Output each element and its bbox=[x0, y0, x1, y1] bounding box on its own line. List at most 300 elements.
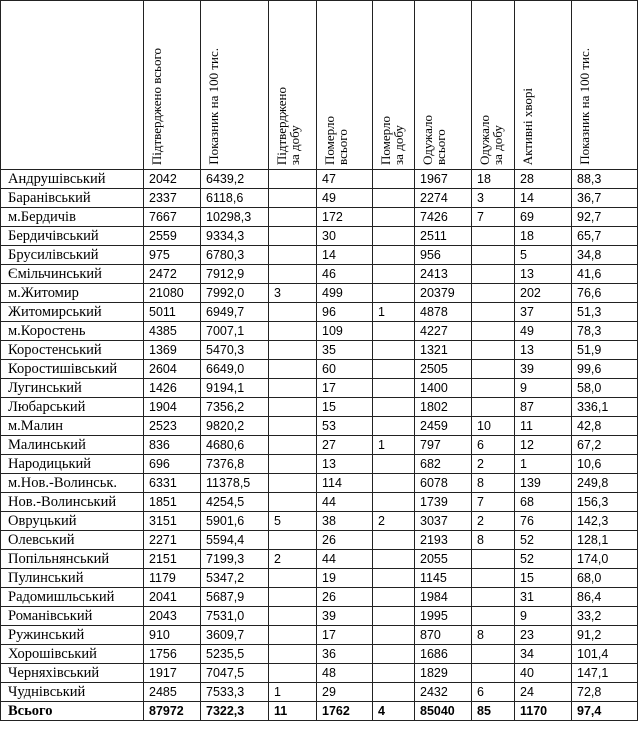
column-header-label: Одужало всього bbox=[420, 114, 448, 165]
district-name-cell: Ємільчинський bbox=[1, 265, 144, 284]
table-cell: 975 bbox=[144, 246, 201, 265]
table-cell: 8 bbox=[472, 626, 515, 645]
table-cell: 3 bbox=[269, 284, 317, 303]
column-header bbox=[472, 1, 515, 170]
header-row bbox=[1, 1, 638, 170]
column-header-label: Померло за добу bbox=[378, 116, 406, 165]
table-cell: 3609,7 bbox=[201, 626, 269, 645]
table-cell: 35 bbox=[317, 341, 373, 360]
table-cell: 14 bbox=[317, 246, 373, 265]
table-cell: 7 bbox=[472, 493, 515, 512]
table-cell: 147,1 bbox=[572, 664, 638, 683]
table-cell: 99,6 bbox=[572, 360, 638, 379]
table-cell: 2485 bbox=[144, 683, 201, 702]
table-cell: 14 bbox=[515, 189, 572, 208]
table-cell bbox=[269, 493, 317, 512]
table-row bbox=[1, 531, 638, 550]
table-cell bbox=[472, 227, 515, 246]
table-cell: 2041 bbox=[144, 588, 201, 607]
table-cell: 30 bbox=[317, 227, 373, 246]
table-cell: 28 bbox=[515, 170, 572, 189]
table-row bbox=[1, 645, 638, 664]
total-row bbox=[1, 702, 638, 721]
table-cell: 86,4 bbox=[572, 588, 638, 607]
table-cell: 21080 bbox=[144, 284, 201, 303]
table-cell: 8 bbox=[472, 474, 515, 493]
table-cell: 2472 bbox=[144, 265, 201, 284]
table-cell bbox=[269, 455, 317, 474]
table-cell: 7047,5 bbox=[201, 664, 269, 683]
table-cell: 91,2 bbox=[572, 626, 638, 645]
table-cell: 5235,5 bbox=[201, 645, 269, 664]
table-row bbox=[1, 322, 638, 341]
table-cell: 4 bbox=[373, 702, 415, 721]
district-name-cell: Пулинський bbox=[1, 569, 144, 588]
table-cell: 139 bbox=[515, 474, 572, 493]
table-cell: 23 bbox=[515, 626, 572, 645]
table-cell bbox=[269, 569, 317, 588]
table-cell: 15 bbox=[317, 398, 373, 417]
table-cell: 9 bbox=[515, 379, 572, 398]
table-cell: 49 bbox=[515, 322, 572, 341]
district-name-cell: Попільнянський bbox=[1, 550, 144, 569]
table-cell: 1904 bbox=[144, 398, 201, 417]
table-row bbox=[1, 588, 638, 607]
table-cell: 76,6 bbox=[572, 284, 638, 303]
table-cell bbox=[269, 626, 317, 645]
table-cell bbox=[269, 322, 317, 341]
district-name-cell: Народицький bbox=[1, 455, 144, 474]
table-cell: 6 bbox=[472, 683, 515, 702]
district-name-cell: Брусилівський bbox=[1, 246, 144, 265]
table-cell: 47 bbox=[317, 170, 373, 189]
column-header bbox=[144, 1, 201, 170]
district-name-cell: м.Житомир bbox=[1, 284, 144, 303]
table-cell bbox=[472, 645, 515, 664]
table-cell bbox=[269, 303, 317, 322]
district-name-cell: Коростишівський bbox=[1, 360, 144, 379]
table-row bbox=[1, 493, 638, 512]
table-cell: 2042 bbox=[144, 170, 201, 189]
table-row bbox=[1, 664, 638, 683]
table-cell: 11 bbox=[269, 702, 317, 721]
district-name-cell: Олевський bbox=[1, 531, 144, 550]
table-cell: 1851 bbox=[144, 493, 201, 512]
table-cell bbox=[373, 398, 415, 417]
table-cell: 53 bbox=[317, 417, 373, 436]
table-cell: 1995 bbox=[415, 607, 472, 626]
district-name-cell: м.Коростень bbox=[1, 322, 144, 341]
table-cell: 2 bbox=[472, 512, 515, 531]
table-cell bbox=[269, 588, 317, 607]
table-cell: 2505 bbox=[415, 360, 472, 379]
table-cell: 7667 bbox=[144, 208, 201, 227]
table-cell: 41,6 bbox=[572, 265, 638, 284]
table-cell: 40 bbox=[515, 664, 572, 683]
table-cell bbox=[269, 436, 317, 455]
table-cell: 696 bbox=[144, 455, 201, 474]
column-header-label: Активні хворі bbox=[520, 87, 535, 165]
table-cell: 682 bbox=[415, 455, 472, 474]
table-cell: 1170 bbox=[515, 702, 572, 721]
table-row bbox=[1, 360, 638, 379]
table-cell: 2043 bbox=[144, 607, 201, 626]
table-cell bbox=[269, 341, 317, 360]
table-cell: 13 bbox=[515, 265, 572, 284]
table-row bbox=[1, 208, 638, 227]
table-cell: 9 bbox=[515, 607, 572, 626]
table-cell: 51,9 bbox=[572, 341, 638, 360]
table-cell: 6078 bbox=[415, 474, 472, 493]
table-cell bbox=[373, 645, 415, 664]
column-header bbox=[515, 1, 572, 170]
table-cell: 10 bbox=[472, 417, 515, 436]
table-cell: 37 bbox=[515, 303, 572, 322]
table-cell: 1739 bbox=[415, 493, 472, 512]
table-cell bbox=[373, 493, 415, 512]
table-cell bbox=[269, 645, 317, 664]
table-cell bbox=[269, 265, 317, 284]
table-cell: 9820,2 bbox=[201, 417, 269, 436]
table-cell: 1829 bbox=[415, 664, 472, 683]
table-cell: 13 bbox=[515, 341, 572, 360]
table-cell: 68,0 bbox=[572, 569, 638, 588]
table-cell bbox=[269, 398, 317, 417]
column-header bbox=[269, 1, 317, 170]
table-cell: 9334,3 bbox=[201, 227, 269, 246]
table-cell: 68 bbox=[515, 493, 572, 512]
table-cell bbox=[373, 379, 415, 398]
table-cell bbox=[472, 379, 515, 398]
table-cell: 5470,3 bbox=[201, 341, 269, 360]
table-cell bbox=[472, 588, 515, 607]
column-header-label: Показник на 100 тис. bbox=[577, 48, 592, 165]
table-cell: 2 bbox=[269, 550, 317, 569]
table-row bbox=[1, 246, 638, 265]
table-cell: 36,7 bbox=[572, 189, 638, 208]
table-cell: 499 bbox=[317, 284, 373, 303]
district-name-cell: Лугинський bbox=[1, 379, 144, 398]
table-cell bbox=[472, 664, 515, 683]
table-cell: 1802 bbox=[415, 398, 472, 417]
district-name-cell: Радомишльський bbox=[1, 588, 144, 607]
table-cell: 27 bbox=[317, 436, 373, 455]
table-cell: 1984 bbox=[415, 588, 472, 607]
district-name-cell: Любарський bbox=[1, 398, 144, 417]
table-cell: 34 bbox=[515, 645, 572, 664]
column-header bbox=[317, 1, 373, 170]
table-cell bbox=[373, 284, 415, 303]
table-cell bbox=[269, 531, 317, 550]
table-row bbox=[1, 265, 638, 284]
table-cell: 114 bbox=[317, 474, 373, 493]
table-cell: 48 bbox=[317, 664, 373, 683]
table-row bbox=[1, 683, 638, 702]
district-name-cell: Овруцький bbox=[1, 512, 144, 531]
table-cell bbox=[373, 550, 415, 569]
table-cell: 11378,5 bbox=[201, 474, 269, 493]
table-cell: 101,4 bbox=[572, 645, 638, 664]
table-cell bbox=[472, 360, 515, 379]
table-cell bbox=[373, 455, 415, 474]
table-cell: 4385 bbox=[144, 322, 201, 341]
table-row bbox=[1, 379, 638, 398]
table-cell: 44 bbox=[317, 493, 373, 512]
table-cell: 1762 bbox=[317, 702, 373, 721]
table-cell: 8 bbox=[472, 531, 515, 550]
table-cell: 5594,4 bbox=[201, 531, 269, 550]
table-cell: 7007,1 bbox=[201, 322, 269, 341]
table-cell: 2523 bbox=[144, 417, 201, 436]
table-body bbox=[1, 170, 638, 721]
table-cell: 5 bbox=[269, 512, 317, 531]
table-cell: 2559 bbox=[144, 227, 201, 246]
district-name-cell: м.Бердичів bbox=[1, 208, 144, 227]
district-name-cell: м.Нов.-Волинськ. bbox=[1, 474, 144, 493]
table-cell: 13 bbox=[317, 455, 373, 474]
table-cell: 128,1 bbox=[572, 531, 638, 550]
table-cell: 1400 bbox=[415, 379, 472, 398]
table-cell: 142,3 bbox=[572, 512, 638, 531]
table-cell: 7356,2 bbox=[201, 398, 269, 417]
table-cell: 92,7 bbox=[572, 208, 638, 227]
table-cell bbox=[269, 246, 317, 265]
table-cell: 156,3 bbox=[572, 493, 638, 512]
table-cell bbox=[472, 398, 515, 417]
table-cell: 6 bbox=[472, 436, 515, 455]
table-cell: 7426 bbox=[415, 208, 472, 227]
table-cell: 2459 bbox=[415, 417, 472, 436]
table-cell: 2151 bbox=[144, 550, 201, 569]
table-cell: 7992,0 bbox=[201, 284, 269, 303]
table-cell: 69 bbox=[515, 208, 572, 227]
table-row bbox=[1, 189, 638, 208]
table-cell: 26 bbox=[317, 588, 373, 607]
table-cell bbox=[472, 246, 515, 265]
table-cell: 52 bbox=[515, 531, 572, 550]
table-cell: 85 bbox=[472, 702, 515, 721]
table-cell bbox=[269, 208, 317, 227]
table-cell: 2413 bbox=[415, 265, 472, 284]
table-cell: 1321 bbox=[415, 341, 472, 360]
column-header-label: Померло всього bbox=[322, 116, 350, 165]
table-cell bbox=[373, 227, 415, 246]
table-cell: 60 bbox=[317, 360, 373, 379]
table-cell: 44 bbox=[317, 550, 373, 569]
table-cell: 1369 bbox=[144, 341, 201, 360]
table-cell: 51,3 bbox=[572, 303, 638, 322]
table-cell bbox=[269, 474, 317, 493]
table-cell: 1426 bbox=[144, 379, 201, 398]
table-cell bbox=[472, 569, 515, 588]
table-row bbox=[1, 284, 638, 303]
table-cell: 10298,3 bbox=[201, 208, 269, 227]
table-cell: 6649,0 bbox=[201, 360, 269, 379]
table-cell bbox=[373, 569, 415, 588]
table-cell: 2 bbox=[472, 455, 515, 474]
table-cell: 174,0 bbox=[572, 550, 638, 569]
table-cell bbox=[373, 531, 415, 550]
table-cell: 24 bbox=[515, 683, 572, 702]
table-cell: 85040 bbox=[415, 702, 472, 721]
table-row bbox=[1, 436, 638, 455]
district-name-cell: м.Малин bbox=[1, 417, 144, 436]
column-header bbox=[201, 1, 269, 170]
table-cell: 1756 bbox=[144, 645, 201, 664]
table-cell: 6331 bbox=[144, 474, 201, 493]
column-header-label: Підтверджено за добу bbox=[274, 86, 302, 165]
table-cell bbox=[269, 170, 317, 189]
table-cell: 6118,6 bbox=[201, 189, 269, 208]
table-cell bbox=[269, 379, 317, 398]
table-cell bbox=[472, 341, 515, 360]
table-cell: 58,0 bbox=[572, 379, 638, 398]
table-cell: 67,2 bbox=[572, 436, 638, 455]
table-row bbox=[1, 398, 638, 417]
table-cell: 5 bbox=[515, 246, 572, 265]
table-cell: 87 bbox=[515, 398, 572, 417]
district-name-cell: Баранівський bbox=[1, 189, 144, 208]
table-cell bbox=[373, 208, 415, 227]
table-cell: 7199,3 bbox=[201, 550, 269, 569]
table-cell: 870 bbox=[415, 626, 472, 645]
table-cell: 6949,7 bbox=[201, 303, 269, 322]
table-cell: 46 bbox=[317, 265, 373, 284]
district-name-cell: Малинський bbox=[1, 436, 144, 455]
table-row bbox=[1, 303, 638, 322]
table-cell bbox=[373, 189, 415, 208]
table-cell bbox=[269, 227, 317, 246]
table-cell: 1179 bbox=[144, 569, 201, 588]
table-cell: 109 bbox=[317, 322, 373, 341]
district-name-cell: Хорошівський bbox=[1, 645, 144, 664]
table-cell: 17 bbox=[317, 379, 373, 398]
table-cell: 4254,5 bbox=[201, 493, 269, 512]
column-header bbox=[572, 1, 638, 170]
district-name-cell: Всього bbox=[1, 702, 144, 721]
table-row bbox=[1, 569, 638, 588]
table-cell: 38 bbox=[317, 512, 373, 531]
table-cell: 87972 bbox=[144, 702, 201, 721]
district-name-cell: Бердичівський bbox=[1, 227, 144, 246]
table-cell: 1686 bbox=[415, 645, 472, 664]
table-cell: 18 bbox=[472, 170, 515, 189]
table-row bbox=[1, 626, 638, 645]
table-cell: 3 bbox=[472, 189, 515, 208]
table-cell: 49 bbox=[317, 189, 373, 208]
table-cell: 956 bbox=[415, 246, 472, 265]
table-cell: 172 bbox=[317, 208, 373, 227]
table-cell: 336,1 bbox=[572, 398, 638, 417]
table-cell: 15 bbox=[515, 569, 572, 588]
table-cell: 1 bbox=[269, 683, 317, 702]
table-cell bbox=[373, 417, 415, 436]
column-header bbox=[373, 1, 415, 170]
table-cell bbox=[373, 246, 415, 265]
table-cell: 7533,3 bbox=[201, 683, 269, 702]
table-cell: 1145 bbox=[415, 569, 472, 588]
table-cell: 3037 bbox=[415, 512, 472, 531]
table-cell bbox=[269, 189, 317, 208]
table-cell: 1967 bbox=[415, 170, 472, 189]
table-cell: 6439,2 bbox=[201, 170, 269, 189]
column-header-label: Підтверджено всього bbox=[149, 47, 164, 165]
table-row bbox=[1, 341, 638, 360]
table-cell: 31 bbox=[515, 588, 572, 607]
table-row bbox=[1, 170, 638, 189]
column-header bbox=[415, 1, 472, 170]
table-cell: 19 bbox=[317, 569, 373, 588]
table-cell: 2 bbox=[373, 512, 415, 531]
table-row bbox=[1, 474, 638, 493]
table-cell: 72,8 bbox=[572, 683, 638, 702]
column-header-label: Одужало за добу bbox=[477, 114, 505, 165]
table-cell: 4878 bbox=[415, 303, 472, 322]
table-cell: 88,3 bbox=[572, 170, 638, 189]
table-cell: 3151 bbox=[144, 512, 201, 531]
table-cell: 1 bbox=[515, 455, 572, 474]
table-row bbox=[1, 227, 638, 246]
table-cell: 2432 bbox=[415, 683, 472, 702]
table-cell: 7376,8 bbox=[201, 455, 269, 474]
table-row bbox=[1, 550, 638, 569]
table-cell bbox=[472, 303, 515, 322]
column-header-label: Показник на 100 тис. bbox=[206, 48, 221, 165]
table-cell: 7 bbox=[472, 208, 515, 227]
table-cell bbox=[269, 664, 317, 683]
table-cell bbox=[472, 607, 515, 626]
district-name-cell: Андрушівський bbox=[1, 170, 144, 189]
table-row bbox=[1, 607, 638, 626]
table-cell bbox=[269, 417, 317, 436]
table-cell: 2271 bbox=[144, 531, 201, 550]
table-cell: 20379 bbox=[415, 284, 472, 303]
table-cell: 1917 bbox=[144, 664, 201, 683]
table-cell: 34,8 bbox=[572, 246, 638, 265]
table-row bbox=[1, 417, 638, 436]
table-cell: 249,8 bbox=[572, 474, 638, 493]
table-cell: 33,2 bbox=[572, 607, 638, 626]
table-cell: 2337 bbox=[144, 189, 201, 208]
table-cell: 65,7 bbox=[572, 227, 638, 246]
table-cell: 202 bbox=[515, 284, 572, 303]
table-cell: 5347,2 bbox=[201, 569, 269, 588]
header-corner-cell bbox=[1, 1, 144, 170]
table-cell: 2055 bbox=[415, 550, 472, 569]
district-name-cell: Чуднівський bbox=[1, 683, 144, 702]
table-cell: 797 bbox=[415, 436, 472, 455]
table-cell: 18 bbox=[515, 227, 572, 246]
table-cell: 2274 bbox=[415, 189, 472, 208]
table-cell: 4227 bbox=[415, 322, 472, 341]
table-cell bbox=[373, 588, 415, 607]
district-name-cell: Ружинський bbox=[1, 626, 144, 645]
table-cell bbox=[373, 322, 415, 341]
table-cell bbox=[373, 683, 415, 702]
table-cell bbox=[373, 265, 415, 284]
table-cell bbox=[373, 664, 415, 683]
table-cell bbox=[373, 474, 415, 493]
table-cell bbox=[472, 550, 515, 569]
table-cell bbox=[269, 607, 317, 626]
table-cell: 29 bbox=[317, 683, 373, 702]
table-cell: 7912,9 bbox=[201, 265, 269, 284]
table-cell bbox=[269, 360, 317, 379]
table-cell: 7322,3 bbox=[201, 702, 269, 721]
table-cell: 910 bbox=[144, 626, 201, 645]
table-cell: 97,4 bbox=[572, 702, 638, 721]
district-name-cell: Коростенський bbox=[1, 341, 144, 360]
